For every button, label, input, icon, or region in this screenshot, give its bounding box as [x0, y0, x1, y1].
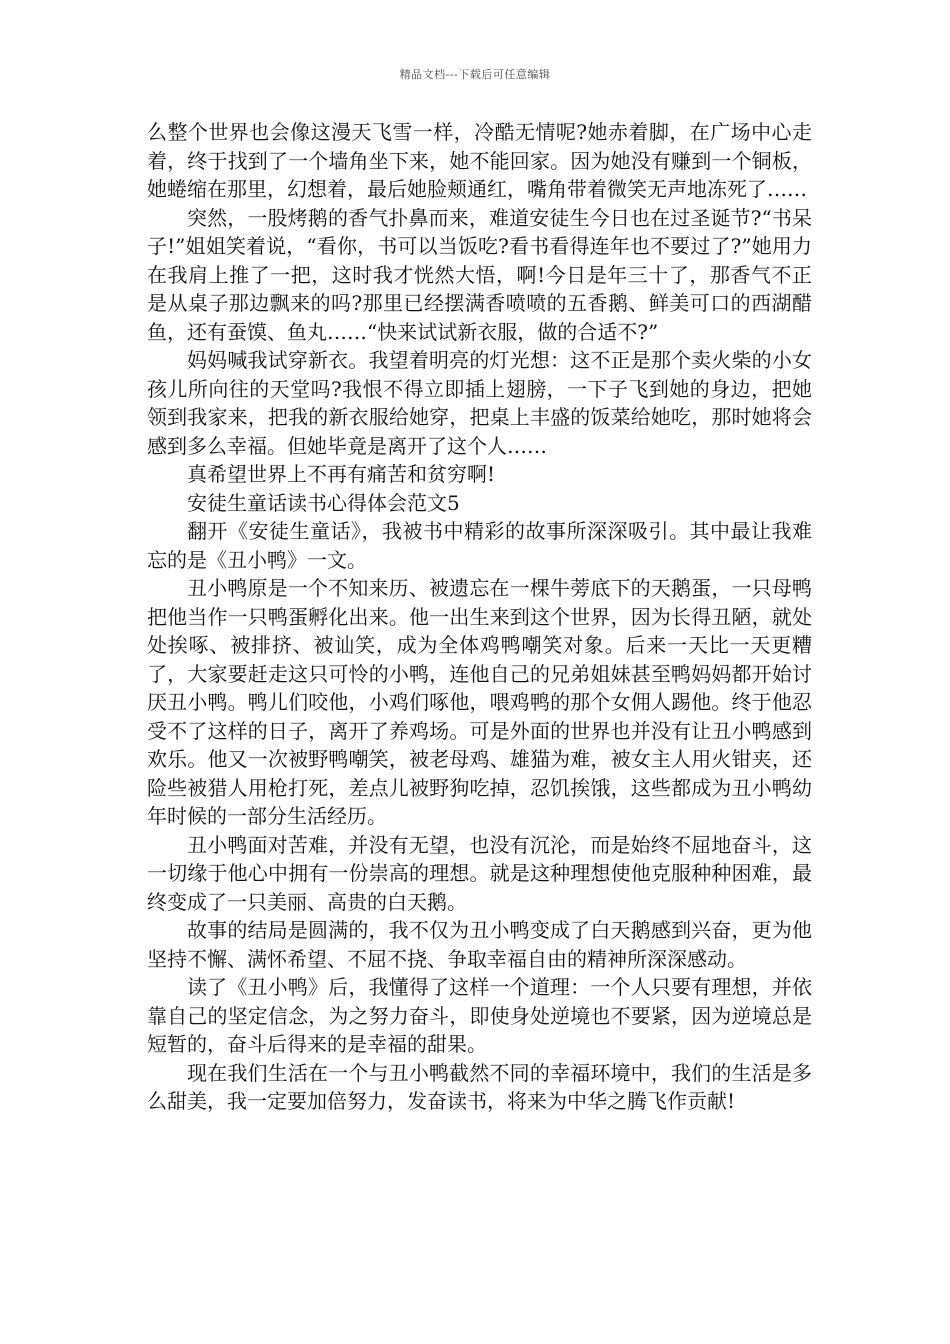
- paragraph-5: 翻开《安徒生童话》，我被书中精彩的故事所深深吸引。其中最让我难忘的是《丑小鸭》一文。: [147, 519, 812, 572]
- paragraph-4: 真希望世界上不再有痛苦和贫穷啊!: [187, 462, 496, 486]
- paragraph-2: 突然，一股烤鹅的香气扑鼻而来，难道安徒生今日也在过圣诞节?“书呆子!”姐姐笑着说，“看你，书可以当饭吃?看书看得连年也不要过了?”她用力在我肩上推了一把，这时我才恍然大悟，啊!今日是年三十了，那香气不正是从桌子那边飘来的吗?那里已经摆满香喷喷的五香鹅、鲜美可口的西湖醋鱼，还有蚕馍、鱼丸……“快来试试新衣服，做的合适不?”: [147, 205, 812, 344]
- paragraph-3: 妈妈喊我试穿新衣。我望着明亮的灯光想：这不正是那个卖火柴的小女孩儿所向往的天堂吗?我恨不得立即插上翅膀，一下子飞到她的身边，把她领到我家来，把我的新衣服给她穿，把桌上丰盛的饭菜给她吃，那时她将会感到多么幸福。但她毕竟是离开了这个人……: [147, 348, 812, 458]
- paragraph-9: 读了《丑小鸭》后，我懂得了这样一个道理：一个人只要有理想，并依靠自己的坚定信念，为之努力奋斗，即使身处逆境也不要紧，因为逆境总是短暂的，奋斗后得来的是幸福的甜果。: [147, 975, 812, 1056]
- section-title: 安徒生童话读书心得体会范文5: [187, 490, 460, 515]
- paragraph-6: 丑小鸭原是一个不知来历、被遗忘在一棵牛蒡底下的天鹅蛋，一只母鸭把他当作一只鸭蛋孵化出来。他一出生来到这个世界，因为长得丑陋，就处处挨啄、被排挤、被讪笑，成为全体鸡鸭嘲笑对象。后来一天比一天更糟了，大家要赶走这只可怜的小鸭，连他自己的兄弟姐妹甚至鸭妈妈都开始讨厌丑小鸭。鸭儿们咬他，小鸡们啄他，喂鸡鸭的那个女佣人踢他。终于他忍受不了这样的日子，离开了养鸡场。可是外面的世界也并没有让丑小鸭感到欢乐。他又一次被野鸭嘲笑，被老母鸡、雄猫为难，被女主人用火钳夹，还险些被猎人用枪打死，差点儿被野狗吃掉，忍饥挨饿，这些都成为丑小鸭幼年时候的一部分生活经历。: [147, 576, 812, 828]
- paragraph-7: 丑小鸭面对苦难，并没有无望，也没有沉沦，而是始终不屈地奋斗，这一切缘于他心中拥有一份崇高的理想。就是这种理想使他克服种种困难，最终变成了一只美丽、高贵的白天鹅。: [147, 832, 812, 914]
- paragraph-10: 现在我们生活在一个与丑小鸭截然不同的幸福环境中，我们的生活是多么甜美，我一定要加倍努力，发奋读书，将来为中华之腾飞作贡献!: [147, 1060, 812, 1113]
- page-header: 精品文档---下载后可任意编辑: [399, 68, 551, 81]
- paragraph-1: 么整个世界也会像这漫天飞雪一样，冷酷无情呢?她赤着脚，在广场中心走着，终于找到了一个墙角坐下来，她不能回家。因为她没有赚到一个铜板，她蜷缩在那里，幻想着，最后她脸颊通红，嘴角带着微笑无声地冻死了……: [147, 120, 812, 201]
- document-body: [147, 118, 812, 1116]
- paragraph-8: 故事的结局是圆满的，我不仅为丑小鸭变成了白天鹅感到兴奋，更为他坚持不懈、满怀希望、不屈不挠、争取幸福自由的精神所深深感动。: [147, 918, 812, 971]
